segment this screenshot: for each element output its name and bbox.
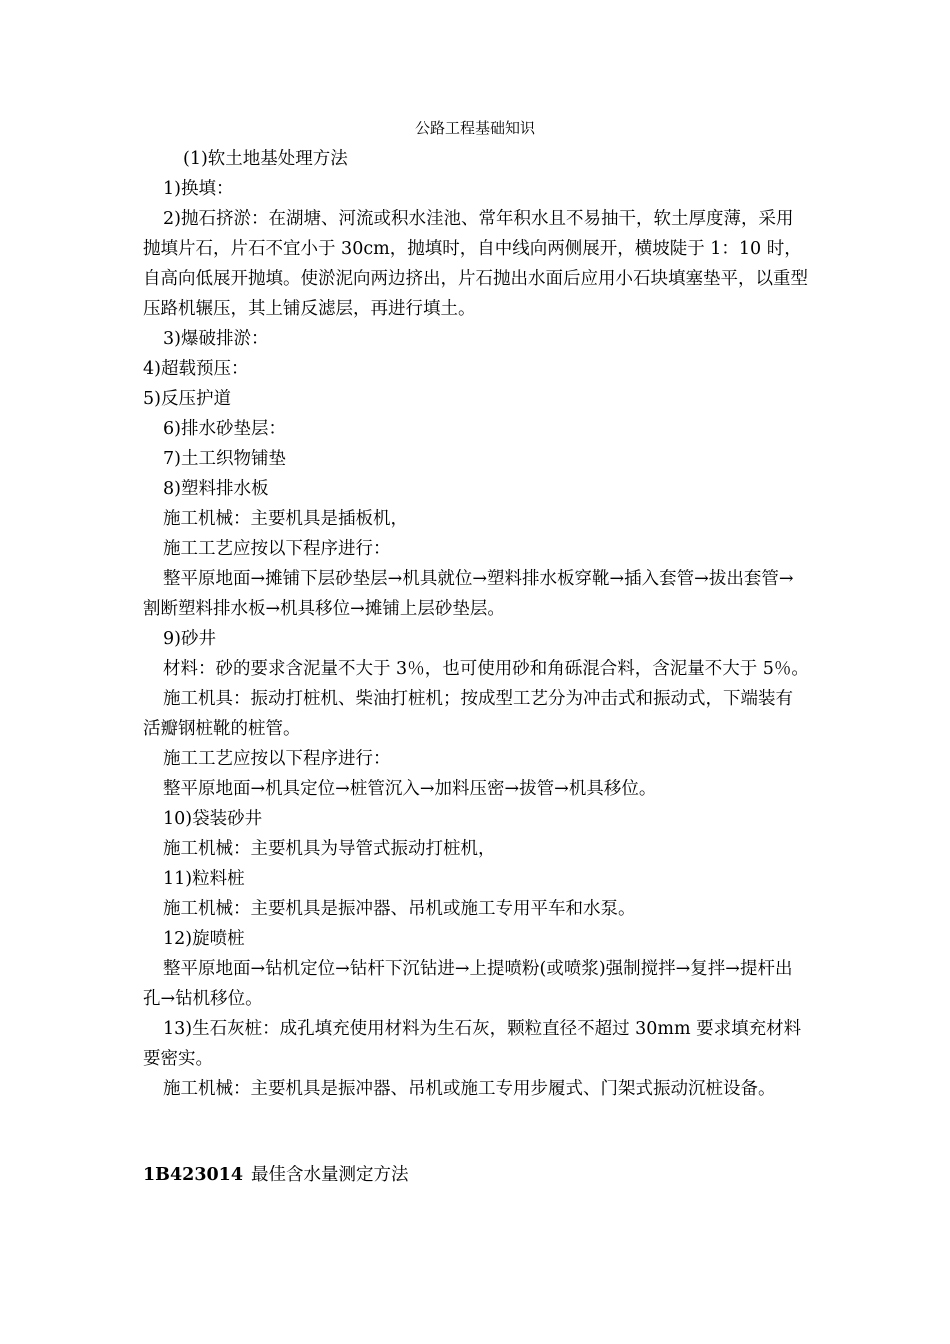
paragraph: 5)反压护道 — [143, 389, 231, 409]
paragraph: 3)爆破排淤： — [163, 329, 269, 349]
document-title: 公路工程基础知识 — [414, 119, 535, 137]
paragraph: 施工机械：主要机具是振冲器、吊机或施工专用步履式、门架式振动沉桩设备。 — [163, 1079, 776, 1099]
paragraph: (1)软土地基处理方法 — [183, 149, 348, 169]
paragraph: 施工机械：主要机具是振冲器、吊机或施工专用平车和水泵。 — [163, 899, 636, 919]
paragraph: 6)排水砂垫层： — [163, 419, 286, 439]
paragraph: 10)袋装砂井 — [163, 809, 263, 829]
paragraph: 4)超载预压： — [143, 359, 249, 379]
paragraph: 施工工艺应按以下程序进行： — [163, 539, 391, 559]
paragraph: 2)抛石挤淤：在湖塘、河流或积水洼池、常年积水且不易抽干，软土厚度薄，采用抛填片石，片石不宜小于 30cm，抛填时，自中线向两侧展开，横坡陡于 1：10 时，自高向低展开抛填。使淤泥向两边挤出，片石抛出水面后应用小石块填塞垫平，以重型压路机辗压，其上铺反滤层，再进行填土。 — [143, 209, 808, 319]
paragraph: 施工机械：主要机具为导管式振动打桩机， — [163, 839, 496, 859]
paragraph: 7)土工织物铺垫 — [163, 449, 286, 469]
document-body — [143, 144, 809, 1104]
paragraph: 整平原地面→摊铺下层砂垫层→机具就位→塑料排水板穿靴→插入套管→拔出套管→割断塑料排水板→机具移位→摊铺上层砂垫层。 — [143, 569, 794, 619]
paragraph: 12)旋喷桩 — [163, 929, 245, 949]
paragraph: 9)砂井 — [163, 629, 216, 649]
paragraph: 整平原地面→钻机定位→钻杆下沉钻进→上提喷粉(或喷浆)强制搅拌→复拌→提杆出孔→钻机移位。 — [143, 959, 793, 1009]
paragraph: 8)塑料排水板 — [163, 479, 269, 499]
paragraph: 施工机具：振动打桩机、柴油打桩机；按成型工艺分为冲击式和振动式，下端装有活瓣钢桩靴的桩管。 — [143, 689, 793, 739]
section-code: 1B423014 — [143, 1165, 244, 1185]
paragraph: 1)换填： — [163, 179, 234, 199]
paragraph: 整平原地面→机具定位→桩管沉入→加料压密→拔管→机具移位。 — [163, 779, 657, 799]
paragraph: 13)生石灰桩：成孔填充使用材料为生石灰，颗粒直径不超过 30mm 要求填充材料要密实。 — [143, 1019, 802, 1069]
section-heading — [143, 1160, 409, 1190]
paragraph: 施工工艺应按以下程序进行： — [163, 749, 391, 769]
paragraph: 材料：砂的要求含泥量不大于 3％，也可使用砂和角砾混合料，含泥量不大于 5％。 — [163, 659, 809, 679]
section-title: 最佳含水量测定方法 — [251, 1165, 409, 1185]
paragraph: 11)粒料桩 — [163, 869, 245, 889]
paragraph: 施工机械：主要机具是插板机， — [163, 509, 408, 529]
